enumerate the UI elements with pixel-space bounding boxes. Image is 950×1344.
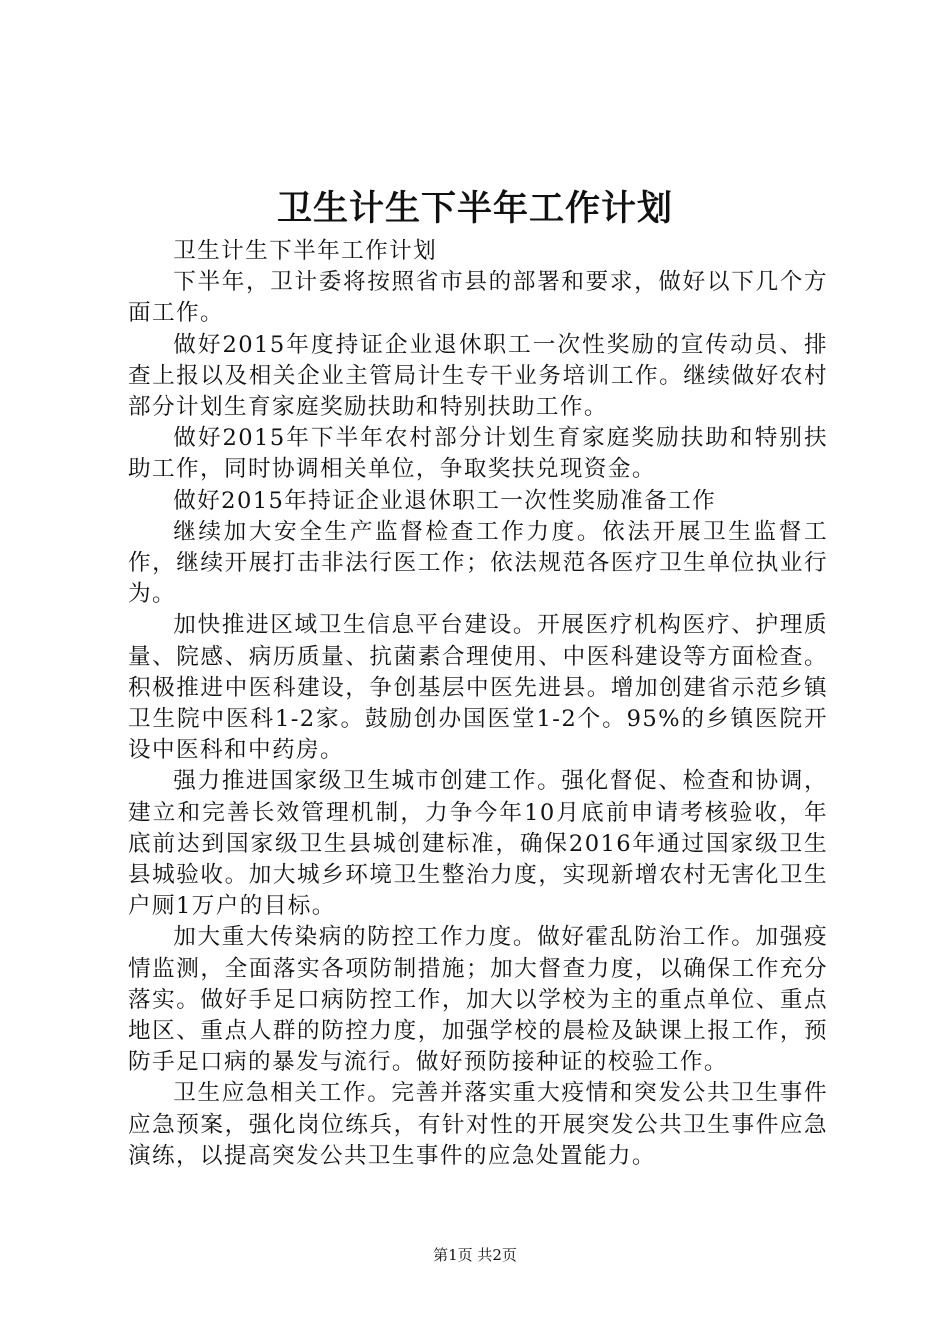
paragraph-health-information: 加快推进区域卫生信息平台建设。开展医疗机构医疗、护理质量、院感、病历质量、抗菌素合理使用、中医科建设等方面检查。积极推进中医科建设，争创基层中医先进县。增加创建省示范乡镇卫生院中医科1-2家。鼓励创办国医堂1-2个。95%的乡镇医院开设中医科和中药房。: [128, 612, 828, 764]
document-title: 卫生计生下半年工作计划: [276, 188, 673, 229]
document-body: [128, 236, 828, 1172]
paragraph-intro: 下半年，卫计委将按照省市县的部署和要求，做好以下几个方面工作。: [128, 269, 828, 327]
paragraph-retiree-reward: 做好2015年度持证企业退休职工一次性奖励的宣传动员、排查上报以及相关企业主管局计生专干业务培训工作。继续做好农村部分计划生育家庭奖励扶助和特别扶助工作。: [128, 331, 828, 421]
paragraph-family-support: 做好2015年下半年农村部分计划生育家庭奖励扶助和特别扶助工作，同时协调相关单位，争取奖扶兑现资金。: [128, 425, 828, 483]
paragraph-reward-preparation: 做好2015年持证企业退休职工一次性奖励准备工作: [173, 487, 717, 514]
paragraph-disease-control: 加大重大传染病的防控工作力度。做好霍乱防治工作。加强疫情监测，全面落实各项防制措施；加大督查力度，以确保工作充分落实。做好手足口病防控工作，加大以学校为主的重点单位、重点地区、重点人群的防控力度，加强学校的晨检及缺课上报工作，预防手足口病的暴发与流行。做好预防接种证的校验工作。: [128, 924, 828, 1076]
paragraph-safety-supervision: 继续加大安全生产监督检查工作力度。依法开展卫生监督工作，继续开展打击非法行医工作；依法规范各医疗卫生单位执业行为。: [128, 518, 828, 608]
paragraph-heading-repeat: 卫生计生下半年工作计划: [173, 238, 438, 264]
page-footer: 第1页 共2页: [433, 1246, 517, 1264]
paragraph-sanitary-city: 强力推进国家级卫生城市创建工作。强化督促、检查和协调，建立和完善长效管理机制，力争今年10月底前申请考核验收，年底前达到国家级卫生县城创建标准，确保2016年通过国家级卫生县城验收。加大城乡环境卫生整治力度，实现新增农村无害化卫生户厕1万户的目标。: [128, 768, 828, 920]
paragraph-emergency-response: 卫生应急相关工作。完善并落实重大疫情和突发公共卫生事件应急预案，强化岗位练兵，有针对性的开展突发公共卫生事件应急演练，以提高突发公共卫生事件的应急处置能力。: [128, 1080, 828, 1169]
